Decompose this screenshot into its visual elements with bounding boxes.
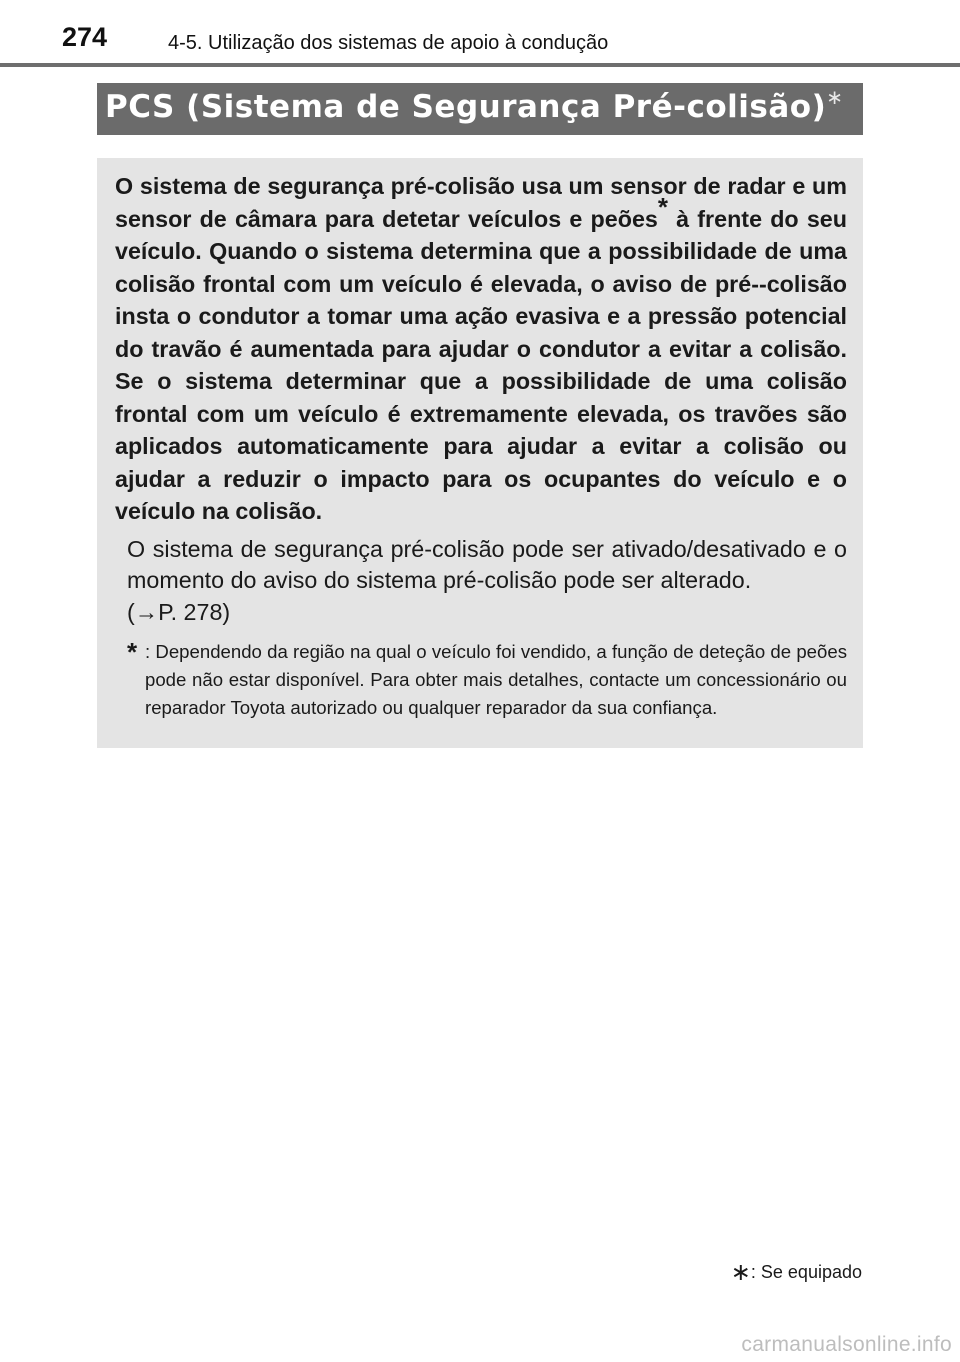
equipped-asterisk-icon: ∗: [826, 87, 844, 109]
footnote-asterisk-icon: *: [127, 637, 138, 667]
arrow-right-icon: →: [134, 598, 159, 625]
intro-text-part2: à frente do seu veículo. Quando o sistema determina que a possibilidade de uma colisão frontal com um veículo é elevada, o aviso de pré--colisão insta o condutor a tomar uma ação evasiva e a pressão potencial do travão é aumentada para ajudar o condutor a evitar a colisão. Se o sistema determinar que a possibilidade de uma colisão frontal com um veículo é extremamente elevada, os travões são aplicados automaticamente para ajudar a evitar a colisão ou ajudar a reduzir o impacto para os ocupantes do veículo e o veículo na colisão.: [115, 205, 847, 524]
settings-note: [127, 534, 847, 629]
page-header: [0, 0, 960, 70]
section-title-bar: [97, 83, 863, 135]
summary-box: [97, 158, 863, 748]
page-reference-text: P. 278): [158, 598, 231, 625]
intro-paragraph: [115, 170, 847, 528]
intro-text-part1: O sistema de segurança pré-colisão usa um sensor de radar e um sensor de câmara para detetar veículos e peões: [115, 173, 847, 232]
footnote-reference-mark: *: [657, 191, 668, 222]
page-number: 274: [62, 22, 108, 52]
equipped-note: [731, 1258, 862, 1287]
equipped-asterisk-icon: ∗: [730, 1259, 751, 1286]
footnote: [127, 638, 847, 722]
footnote-text: : Dependendo da região na qual o veículo foi vendido, a função de deteção de peões pode não estar disponível. Para obter mais detalhes, contacte um concessionário ou reparador Toyota autorizado ou qualquer reparador da sua confiança.: [145, 641, 847, 718]
equipped-note-text: : Se equipado: [750, 1262, 862, 1282]
settings-note-text: O sistema de segurança pré-colisão pode ser ativado/desativado e o momento do aviso do sistema pré-colisão pode ser alterado.: [127, 535, 847, 593]
page-title: PCS (Sistema de Segurança Pré-colisão): [105, 89, 827, 125]
page-reference[interactable]: [127, 599, 230, 625]
page-reference-open: (: [127, 598, 135, 625]
header-divider: [0, 63, 960, 67]
section-label: 4-5. Utilização dos sistemas de apoio à condução: [168, 32, 609, 54]
watermark: carmanualsonline.info: [741, 1333, 952, 1356]
